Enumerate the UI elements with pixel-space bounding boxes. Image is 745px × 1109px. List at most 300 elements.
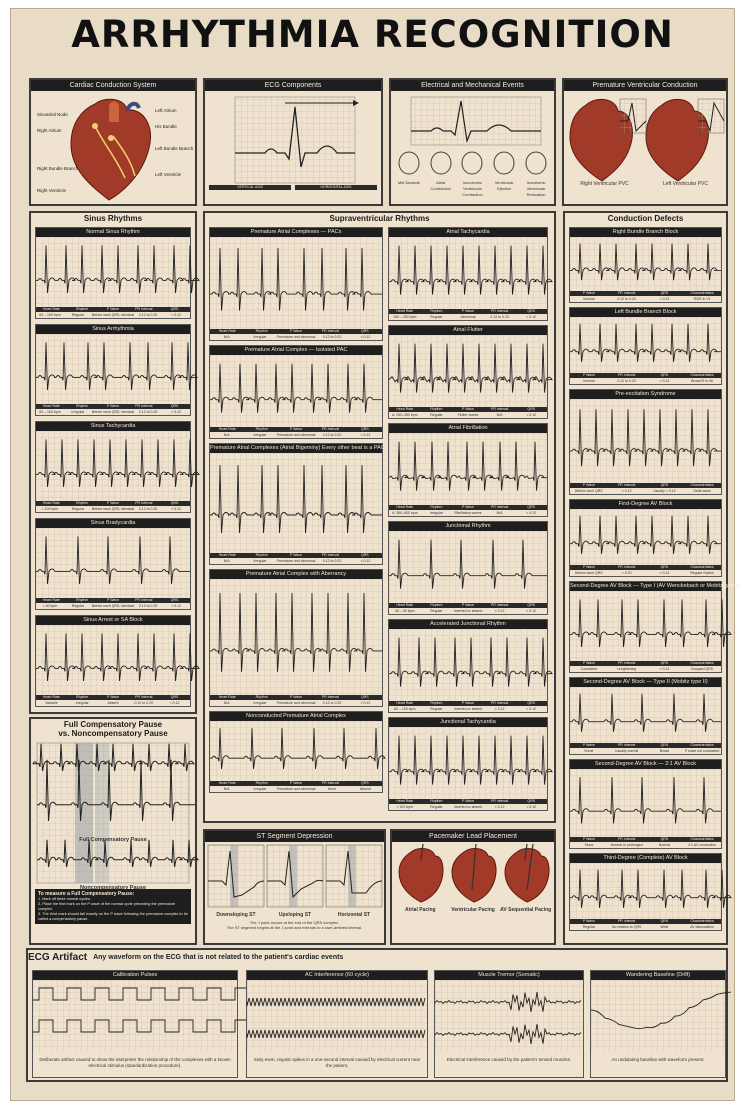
table-header: QRS	[527, 505, 535, 509]
table-cell: 60 – 100 bpm	[39, 313, 61, 317]
table-header: P Wave	[461, 407, 475, 411]
table-cell: Broad	[659, 749, 670, 753]
strip-table	[36, 404, 190, 416]
table-header: P Wave	[461, 799, 475, 803]
table-header: QRS	[660, 661, 669, 665]
table-cell: Irregular	[429, 511, 443, 515]
strip-table	[210, 695, 382, 707]
table-header: QRS	[660, 919, 669, 923]
table-header: Heart Rate	[396, 309, 414, 313]
table-cell: Some	[584, 749, 594, 753]
table-header: PR Interval	[321, 329, 340, 333]
ecg-waveform	[570, 237, 721, 291]
artifact-waveform	[435, 980, 583, 1052]
supra-right-strip	[388, 717, 548, 811]
table-header: PR Interval	[617, 661, 636, 665]
table-header: QRS	[660, 291, 669, 295]
table-header: PR Interval	[135, 307, 153, 311]
table-header: P Wave	[582, 661, 595, 665]
artifact-panel	[590, 970, 726, 1078]
table-cell: A: 350–600 bpm	[391, 511, 418, 515]
table-header: Characteristics	[690, 483, 714, 487]
table-header: P Wave	[582, 291, 595, 295]
table-cell: 0.12 to 0.20	[617, 379, 636, 383]
conduction-panel	[29, 78, 197, 206]
table-cell: 0.12 to 0.20	[617, 297, 636, 301]
table-header: Characteristics	[690, 373, 714, 377]
table-cell: 0.12 to 0.20	[138, 604, 158, 608]
st-label-horizontal: Horizontal ST	[337, 912, 371, 918]
strip-table	[36, 307, 190, 319]
strip-title: Atrial Fibrillation	[389, 424, 547, 433]
elec-label-mid-diastole: Mid Diastole	[397, 180, 420, 185]
conduction-title: Cardiac Conduction System	[31, 80, 195, 91]
table-header: Rhythm	[430, 309, 443, 313]
table-cell: Usually normal	[615, 749, 639, 753]
table-header: QRS	[527, 407, 535, 411]
ecg-waveform	[210, 453, 382, 553]
table-header: Heart Rate	[396, 603, 414, 607]
conduction-defect-strip	[569, 307, 722, 385]
table-cell: Absent	[107, 701, 119, 705]
table-cell: Normal	[658, 843, 671, 847]
ecg-components-panel	[203, 78, 383, 206]
table-header: P Wave	[289, 553, 303, 557]
table-header: PR Interval	[617, 565, 636, 569]
table-cell: 0.12 to 0.20	[134, 701, 154, 705]
elec-label-isovolumic-contraction: Isovolumic Ventricular Contraction	[462, 180, 483, 197]
table-header: PR Interval	[617, 743, 636, 747]
st-label-upsloping: Upsloping ST	[278, 912, 312, 918]
table-header: Rhythm	[255, 695, 268, 699]
table-cell: Regular	[71, 313, 85, 317]
table-header: Rhythm	[430, 505, 443, 509]
sinus-strip	[35, 615, 191, 707]
table-header: QRS	[361, 553, 369, 557]
table-cell: > 0.12	[659, 379, 670, 383]
table-header: Heart Rate	[396, 407, 414, 411]
supra-right-strip	[388, 227, 548, 321]
table-header: QRS	[170, 404, 179, 408]
table-header: QRS	[170, 501, 179, 505]
table-cell: Premature and abnormal	[276, 787, 316, 791]
table-cell: Wide	[660, 925, 669, 929]
table-cell: Irregular	[71, 410, 85, 414]
sinus-strip	[35, 324, 191, 416]
table-header: P Wave	[461, 603, 475, 607]
table-header: P Wave	[582, 919, 595, 923]
label-right-ventricle: Right Ventricle	[37, 188, 67, 193]
table-cell: < 0.12	[621, 489, 632, 493]
strip-table	[389, 407, 547, 419]
strip-title: Second-Degree AV Block — Type II (Mobitz type II)	[570, 678, 721, 687]
table-cell: < 0.12	[171, 410, 181, 414]
strip-table	[389, 505, 547, 517]
table-header: Heart Rate	[396, 701, 414, 705]
table-header: QRS	[660, 743, 669, 747]
strip-title: Sinus Bradycardia	[36, 519, 190, 528]
strip-table	[36, 598, 190, 610]
supra-right-strip	[388, 521, 548, 615]
table-cell: AV dissociation	[690, 925, 714, 929]
table-cell: Normal	[583, 379, 595, 383]
table-header: QRS	[660, 837, 669, 841]
table-header: QRS	[527, 701, 535, 705]
st-horizontal-strip	[326, 845, 382, 907]
table-header: PR Interval	[490, 505, 509, 509]
table-header: Rhythm	[76, 695, 89, 699]
supraventricular-title: Supraventricular Rhythms	[329, 214, 430, 223]
table-cell: N/A	[223, 701, 230, 705]
table-header: Heart Rate	[42, 501, 60, 505]
strip-table	[389, 701, 547, 713]
table-cell: Irregular	[253, 559, 267, 563]
mini-heart-icon	[459, 149, 485, 175]
table-header: PR Interval	[321, 781, 340, 785]
strip-title: Left Bundle Branch Block	[570, 308, 721, 317]
table-cell: 0.12 to 0.20	[322, 433, 342, 437]
table-cell: < 0.12	[526, 315, 537, 319]
table-cell: N/A	[496, 413, 503, 417]
pacemaker-label-atrial: Atrial Pacing	[405, 907, 436, 913]
strip-table	[570, 483, 721, 495]
table-cell: Delta wave	[693, 489, 711, 493]
table-cell: 2:1 AV conduction	[688, 843, 717, 847]
sinus-rhythms-section	[29, 211, 197, 714]
table-cell: 0.12 to 0.20	[322, 335, 342, 339]
conduction-defect-strip	[569, 499, 722, 577]
table-cell: 0.12 to 0.20	[138, 410, 158, 414]
table-cell: Premature and abnormal	[276, 701, 316, 705]
supra-right-strip	[388, 423, 548, 517]
strip-table	[389, 799, 547, 811]
table-header: PR Interval	[135, 695, 153, 699]
strip-title: Second-Degree AV Block — Type I (AV Wenckebach or Mobitz type I)	[570, 583, 740, 589]
strip-title: Second-Degree AV Block — 2:1 AV Block	[570, 760, 721, 769]
table-header: QRS	[527, 799, 535, 803]
table-header: QRS	[527, 603, 535, 607]
elec-label-ejection: Ventricular Ejection	[494, 180, 514, 191]
table-header: P Wave	[461, 309, 475, 313]
ecg-waveform	[389, 335, 547, 407]
artifact-panel-title: Wandering Baseline (Drift)	[591, 971, 725, 980]
strip-table	[210, 427, 382, 439]
table-header: QRS	[660, 373, 669, 377]
ecg-waveform	[570, 591, 721, 661]
table-cell: Fibrillatory waves	[454, 511, 482, 515]
ecg-waveform	[389, 629, 547, 701]
supra-left-strip	[209, 227, 383, 341]
pacemaker-heart-ventricular	[448, 844, 498, 902]
table-header: Rhythm	[430, 603, 443, 607]
table-cell: > 100 bpm	[41, 507, 59, 511]
table-cell: Broad R in V6	[691, 379, 714, 383]
strip-title: Accelerated Junctional Rhythm	[389, 620, 547, 629]
artifact-caption: Deliberate artifact caused to show the interpreter the relationship of the complexes with a known electrical stimulus (standardization procedure).	[39, 1057, 231, 1068]
table-cell: Regular rhythm	[690, 571, 715, 575]
artifact-panel	[246, 970, 428, 1078]
strip-table	[210, 329, 382, 341]
supra-left-strip	[209, 443, 383, 565]
st-note-1: The J point occurs at the end of the QRS complex.	[249, 920, 340, 925]
table-header: Heart Rate	[218, 329, 236, 333]
pacemaker-section	[390, 829, 556, 945]
table-header: P Wave	[582, 373, 595, 377]
table-header: P Wave	[582, 483, 595, 487]
table-header: PR Interval	[617, 837, 636, 841]
table-cell: < 0.12	[659, 667, 670, 671]
st-label-downsloping: Downsloping ST	[216, 912, 256, 918]
table-header: PR Interval	[321, 695, 340, 699]
supra-left-strip	[209, 569, 383, 707]
table-cell: None	[327, 787, 337, 791]
table-header: QRS	[170, 695, 179, 699]
table-cell: Regular	[71, 604, 85, 608]
ecg-waveform	[389, 531, 547, 603]
table-cell: Usually > 0.12	[653, 489, 676, 493]
strip-title: Pre-excitation Syndrome	[570, 390, 721, 399]
table-header: QRS	[361, 781, 369, 785]
table-cell: RSR' in V1	[693, 297, 711, 301]
mini-heart-icon	[396, 149, 422, 175]
elec-label-atrial-contraction: Atrial Contraction	[430, 180, 451, 191]
table-cell: Inverted or absent	[453, 609, 483, 613]
strip-table	[389, 309, 547, 321]
table-header: Rhythm	[430, 701, 443, 705]
artifact-panel	[434, 970, 584, 1078]
table-cell: Regular	[430, 609, 443, 613]
strip-title: Nonconducted Premature Atrial Complex	[210, 712, 382, 721]
table-header: PR Interval	[617, 483, 636, 487]
artifact-panel-title: AC Interference (60 cycle)	[247, 971, 427, 980]
table-header: QRS	[361, 329, 369, 333]
table-header: P Wave	[289, 695, 303, 699]
poster-title: ARRHYTHMIA RECOGNITION	[71, 13, 674, 56]
table-cell: Regular	[430, 315, 443, 319]
table-cell: Irregular	[253, 433, 267, 437]
pvc-panel	[562, 78, 728, 206]
table-header: PR Interval	[617, 919, 636, 923]
table-cell: Inverted or absent	[453, 707, 483, 711]
table-cell: Irregular	[253, 787, 267, 791]
table-header: Heart Rate	[218, 553, 236, 557]
pause-label-full: Full Compensatory Pause	[79, 837, 147, 843]
table-cell: Normal or prolonged	[610, 843, 643, 847]
pause-title-1: Full Compensatory Pause	[63, 720, 163, 729]
table-cell: A: 250–350 bpm	[391, 413, 418, 417]
pacemaker-heart-av-sequential	[501, 844, 551, 902]
table-header: P Wave	[461, 505, 475, 509]
artifact-waveform	[33, 980, 237, 1052]
sinus-strip	[35, 421, 191, 513]
table-cell: Abnormal	[460, 315, 476, 319]
table-header: Rhythm	[76, 501, 89, 505]
strip-title: Premature Atrial Complexes (Atrial Bigeminy) Every other beat is a PAC	[210, 445, 385, 451]
artifact-waveform	[247, 980, 427, 1052]
table-header: Heart Rate	[218, 695, 236, 699]
table-cell: < 0.12	[171, 507, 181, 511]
table-header: P Wave	[461, 701, 475, 705]
table-cell: 40 – 60 bpm	[395, 609, 415, 613]
ecg-waveform	[570, 687, 721, 743]
table-header: Rhythm	[255, 427, 268, 431]
ecg-waveform	[570, 769, 721, 837]
table-header: PR Interval	[490, 701, 509, 705]
table-header: Rhythm	[430, 799, 443, 803]
pause-label-non: Noncompensatory Pause	[79, 885, 147, 891]
horizontal-axis-box: HORIZONTAL AXIS	[320, 185, 352, 189]
strip-title: Third-Degree (Complete) AV Block	[570, 854, 721, 863]
st-upsloping-strip	[267, 845, 323, 907]
table-header: Rhythm	[255, 553, 268, 557]
table-header: P Wave	[289, 329, 303, 333]
conduction-defect-strip	[569, 759, 722, 849]
pacemaker-heart-atrial	[395, 844, 445, 902]
table-cell: < 60 bpm	[42, 604, 58, 608]
table-cell: < 0.12	[526, 609, 537, 613]
table-cell: > 0.12	[659, 297, 670, 301]
table-header: Rhythm	[76, 598, 89, 602]
table-header: PR Interval	[135, 598, 153, 602]
table-cell: < 0.12	[494, 707, 505, 711]
ecg-waveform	[36, 237, 190, 307]
table-cell: Regular	[430, 707, 443, 711]
electrical-events-diagram	[391, 91, 554, 149]
table-cell: < 0.12	[526, 413, 537, 417]
table-header: Rhythm	[255, 329, 268, 333]
strip-table	[570, 919, 721, 931]
table-cell: Dropped QRS	[691, 667, 714, 671]
st-depression-title: ST Segment Depression	[205, 831, 384, 842]
pause-step-3: 3. The third mark should fall exactly on the P wave following the premature complex to be called a compensatory pause.	[38, 912, 188, 921]
sinus-rhythms-title: Sinus Rhythms	[83, 214, 143, 223]
pacemaker-label-ventricular: Ventricular Pacing	[451, 907, 495, 913]
strip-title: Junctional Tachycardia	[389, 718, 547, 727]
strip-table	[570, 565, 721, 577]
table-cell: < 0.12	[526, 805, 537, 809]
supra-right-strip	[388, 619, 548, 713]
artifact-caption: Electrical interference caused by the patient's tensed muscles.	[446, 1057, 572, 1062]
table-header: P Wave	[582, 743, 595, 747]
table-cell: Before each QRS; identical	[91, 507, 135, 511]
table-header: P Wave	[582, 837, 595, 841]
table-cell: Irregular	[253, 701, 267, 705]
ecg-waveform	[570, 317, 721, 373]
table-header: Heart Rate	[42, 307, 60, 311]
pacemaker-label-av: AV Sequential Pacing	[500, 907, 552, 913]
table-cell: Regular	[582, 925, 595, 929]
ecg-waveform	[389, 237, 547, 309]
label-sinoatrial-node: Sinoatrial Node	[37, 112, 68, 117]
table-cell: Before each QRS	[575, 571, 603, 575]
pause-strips	[31, 739, 195, 889]
table-header: Characteristics	[690, 291, 714, 295]
table-cell: < 0.12	[526, 707, 537, 711]
pvc-label-right: Right Ventricular PVC	[580, 181, 629, 187]
strip-table	[570, 743, 721, 755]
artifact-caption: An undulating baseline with waveform present.	[611, 1057, 705, 1062]
artifact-waveform	[591, 980, 725, 1052]
table-header: P Wave	[106, 501, 120, 505]
table-cell: N/A	[223, 433, 230, 437]
table-header: QRS	[170, 598, 179, 602]
artifact-header	[28, 950, 721, 965]
table-cell: Variable	[45, 701, 58, 705]
table-cell: Sinus	[584, 843, 594, 847]
artifact-subtitle: Any waveform on the ECG that is not related to the patient's cardiac events	[93, 954, 344, 961]
table-cell: N/A	[223, 787, 230, 791]
table-cell: 0.12 to 0.20	[322, 701, 342, 705]
conduction-defect-strip	[569, 677, 722, 755]
strip-title: Atrial Tachycardia	[389, 228, 547, 237]
ecg-waveform	[210, 355, 382, 427]
table-cell: Irregular	[75, 701, 89, 705]
table-cell: < 0.12	[171, 313, 181, 317]
pause-title-2: vs. Noncompensatory Pause	[58, 729, 168, 738]
table-cell: 0.12 to 0.20	[322, 559, 342, 563]
table-cell: 0.12 to 0.20	[138, 507, 158, 511]
supra-left-strip	[209, 345, 383, 439]
table-header: Heart Rate	[42, 695, 60, 699]
sinus-strip	[35, 227, 191, 319]
pvc-label-left: Left Ventricular PVC	[662, 181, 709, 187]
compensatory-pause-section	[29, 717, 197, 945]
table-header: PR Interval	[135, 501, 153, 505]
label-right-atrium: Right Atrium	[37, 128, 62, 133]
strip-title: Sinus Arrest or SA Block	[36, 616, 190, 625]
table-cell: Before each QRS	[575, 489, 603, 493]
table-header: Characteristics	[690, 743, 714, 747]
table-cell: Premature and abnormal	[276, 433, 316, 437]
table-header: Characteristics	[690, 661, 714, 665]
table-cell: < 0.12	[659, 571, 670, 575]
table-cell: Before each QRS; identical	[91, 313, 135, 317]
st-note-2: The ST segment begins at the J point and extends to a user-defined interval.	[226, 925, 363, 930]
table-cell: < 0.12	[360, 335, 371, 339]
table-header: Heart Rate	[218, 427, 236, 431]
table-cell: < 0.12	[494, 805, 505, 809]
table-cell: > 100 bpm	[396, 805, 414, 809]
table-header: PR Interval	[490, 799, 509, 803]
electrical-mechanical-title: Electrical and Mechanical Events	[391, 80, 554, 91]
heart-illustration	[65, 96, 159, 202]
vertical-axis-box: VERTICAL AXIS	[237, 185, 263, 189]
table-cell: Regular	[71, 507, 85, 511]
table-header: Rhythm	[76, 307, 89, 311]
label-left-ventricle: Left Ventricle	[155, 172, 182, 177]
table-cell: Before each QRS; identical	[91, 604, 135, 608]
pvc-title: Premature Ventricular Conduction	[564, 80, 726, 91]
artifact-caption: Sixty even, regular spikes in a one-second interval caused by electrical current near the patient.	[253, 1057, 421, 1068]
table-cell: < 0.12	[171, 604, 181, 608]
ecg-waveform	[389, 727, 547, 799]
table-cell: Lengthening	[616, 667, 637, 671]
table-header: PR Interval	[321, 553, 340, 557]
strip-table	[389, 603, 547, 615]
strip-table	[570, 373, 721, 385]
table-cell: Premature and abnormal	[276, 335, 316, 339]
st-downsloping-strip	[208, 845, 264, 907]
pacemaker-title: Pacemaker Lead Placement	[392, 831, 554, 842]
label-right-bundle: Right Bundle Branch	[37, 166, 79, 171]
table-cell: Absent	[359, 787, 371, 791]
conduction-defect-strip	[569, 581, 740, 673]
table-cell: 60 – 100 bpm	[39, 410, 61, 414]
supraventricular-section	[203, 211, 556, 823]
table-cell: > 0.20	[621, 571, 632, 575]
table-header: Characteristics	[690, 837, 714, 841]
table-header: PR Interval	[321, 427, 340, 431]
